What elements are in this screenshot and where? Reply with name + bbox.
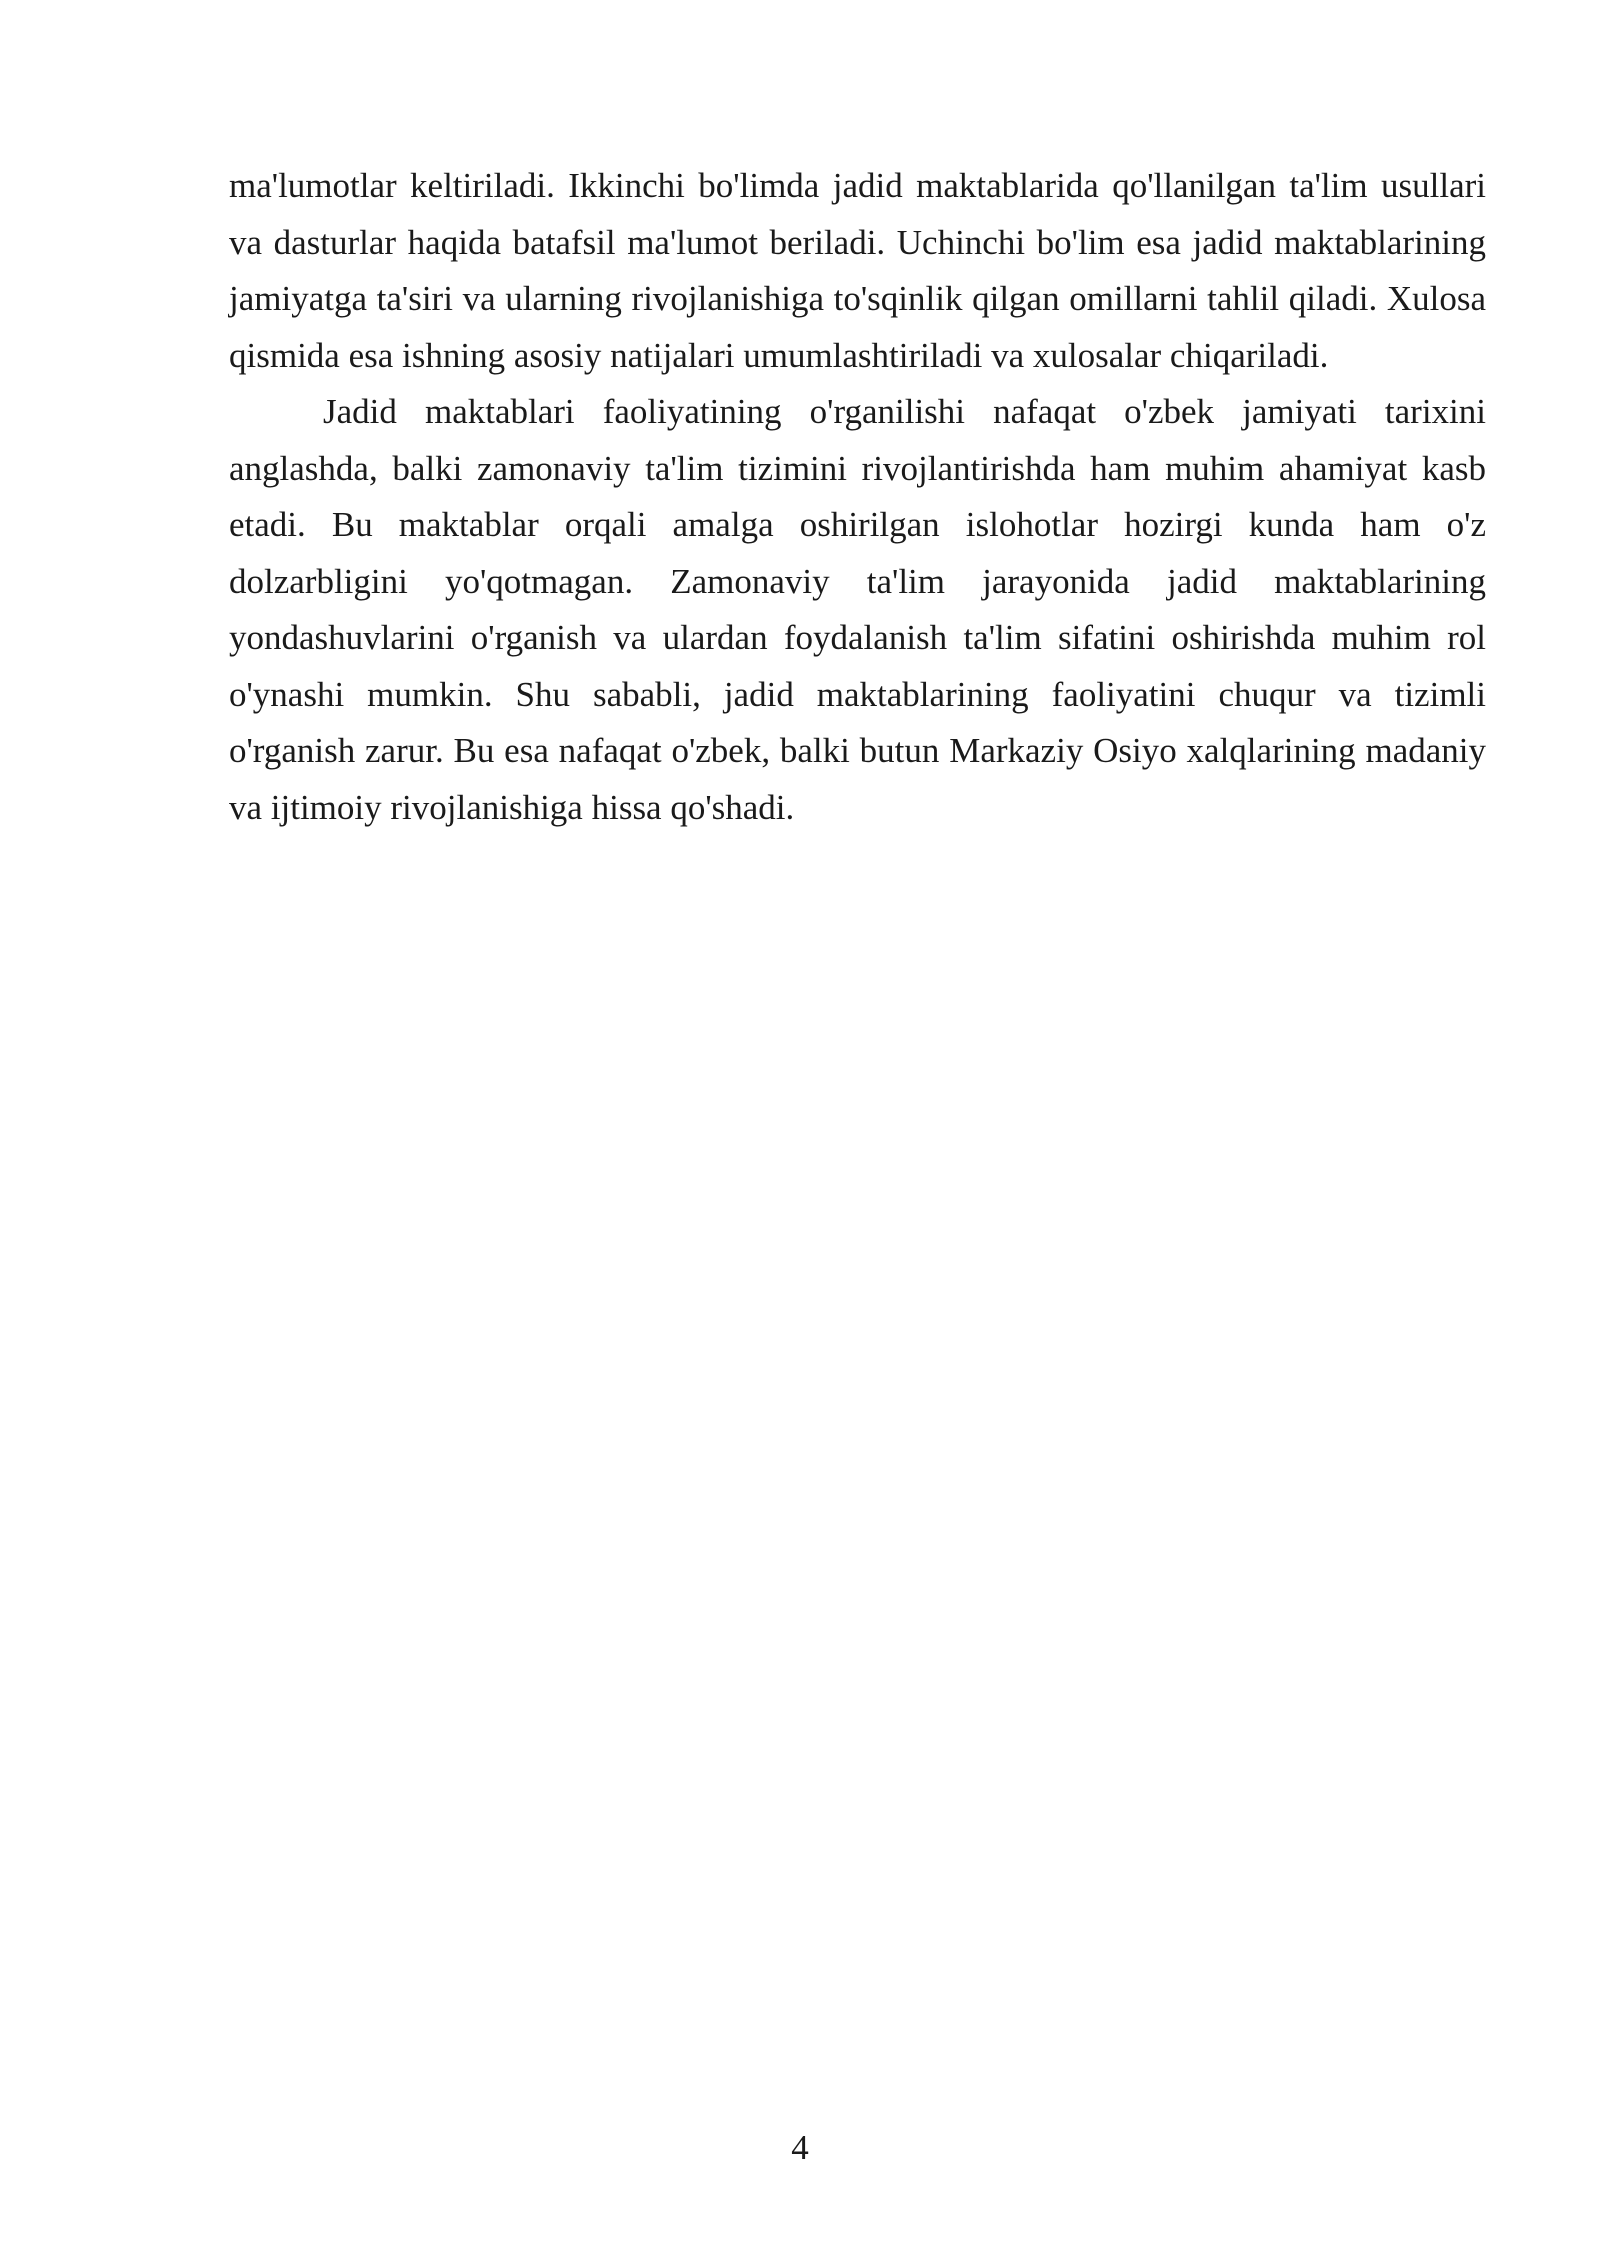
body-text bbox=[229, 158, 1486, 836]
paragraph: Jadid maktablari faoliyatining o'rganilishi nafaqat o'zbek jamiyati tarixini anglashda, balki zamonaviy ta'lim tizimini rivojlantirishda ham muhim ahamiyat kasb etadi. Bu maktablar orqali amalga oshirilgan islohotlar hozirgi kunda ham o'z dolzarbligini yo'qotmagan. Zamonaviy ta'lim jarayonida jadid maktablarining yondashuvlarini o'rganish va ulardan foydalanish ta'lim sifatini oshirishda muhim rol o'ynashi mumkin. Shu sababli, jadid maktablarining faoliyatini chuqur va tizimli o'rganish zarur. Bu esa nafaqat o'zbek, balki butun Markaziy Osiyo xalqlarining madaniy va ijtimoiy rivojlanishiga hissa qo'shadi. bbox=[229, 392, 1486, 827]
paragraph-continued: ma'lumotlar keltiriladi. Ikkinchi bo'limda jadid maktablarida qo'llanilgan ta'lim usullari va dasturlar haqida batafsil ma'lumot beriladi. Uchinchi bo'lim esa jadid maktablarining jamiyatga ta'siri va ularning rivojlanishiga to'sqinlik qilgan omillarni tahlil qiladi. Xulosa qismida esa ishning asosiy natijalari umumlashtiriladi va xulosalar chiqariladi. bbox=[229, 166, 1486, 375]
page-number: 4 bbox=[791, 2128, 809, 2167]
